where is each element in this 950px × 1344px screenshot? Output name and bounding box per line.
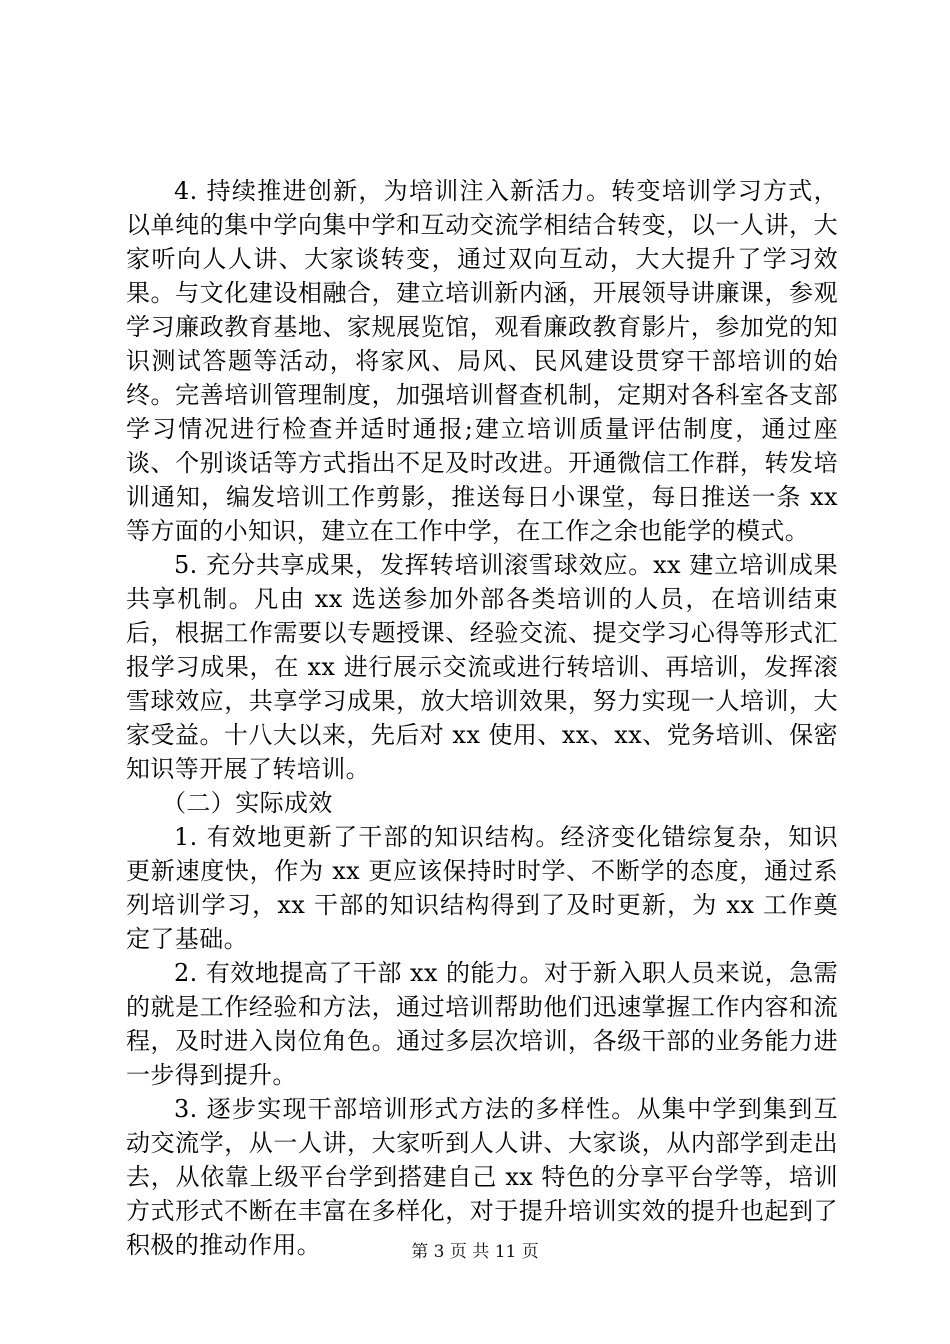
paragraph-capability: 2. 有效地提高了干部 xx 的能力。对于新入职人员来说，急需的就是工作经验和方法，通过培训帮助他们迅速掌握工作内容和流程，及时进入岗位角色。通过多层次培训，各级干部的业务能力进一步得到提升。 bbox=[126, 959, 838, 1089]
paragraph-innovation: 4. 持续推进创新，为培训注入新活力。转变培训学习方式，以单纯的集中学向集中学和互动交流学相结合转变，以一人讲，大家听向人人讲、大家谈转变，通过双向互动，大大提升了学习效果。与文化建设相融合，建立培训新内涵，开展领导讲廉课，参观学习廉政教育基地、家规展览馆，观看廉政教育影片，参加党的知识测试答题等活动，将家风、局风、民风建设贯穿干部培训的始终。完善培训管理制度，加强培训督查机制，定期对各科室各支部学习情况进行检查并适时通报;建立培训质量评估制度，通过座谈、个别谈话等方式指出不足及时改进。开通微信工作群，转发培训通知，编发培训工作剪影，推送每日小课堂，每日推送一条 xx 等方面的小知识，建立在工作中学，在工作之余也能学的模式。 bbox=[126, 177, 838, 545]
section-heading-actual-results: （二）实际成效 bbox=[162, 789, 333, 817]
paragraph-diversity: 3. 逐步实现干部培训形式方法的多样性。从集中学到集到互动交流学，从一人讲，大家听到人人讲、大家谈，从内部学到走出去，从依靠上级平台学到搭建自己 xx 特色的分享平台学等，培训方式形式不断在丰富在多样化，对于提升培训实效的提升也起到了积极的推动作用。 bbox=[126, 1095, 838, 1259]
paragraph-sharing-results: 5. 充分共享成果，发挥转培训滚雪球效应。xx 建立培训成果共享机制。凡由 xx 选送参加外部各类培训的人员，在培训结束后，根据工作需要以专题授课、经验交流、提交学习心得等形式汇报学习成果，在 xx 进行展示交流或进行转培训、再培训，发挥滚雪球效应，共享学习成果，放大培训效果，努力实现一人培训，大家受益。十八大以来，先后对 xx 使用、xx、xx、党务培训、保密知识等开展了转培训。 bbox=[126, 551, 838, 783]
page-footer: 第 3 页 共 11 页 bbox=[411, 1242, 539, 1262]
document-body bbox=[126, 174, 838, 1262]
paragraph-knowledge-structure: 1. 有效地更新了干部的知识结构。经济变化错综复杂，知识更新速度快，作为 xx 更应该保持时时学、不断学的态度，通过系列培训学习，xx 干部的知识结构得到了及时更新，为 xx 工作奠定了基础。 bbox=[126, 823, 838, 953]
